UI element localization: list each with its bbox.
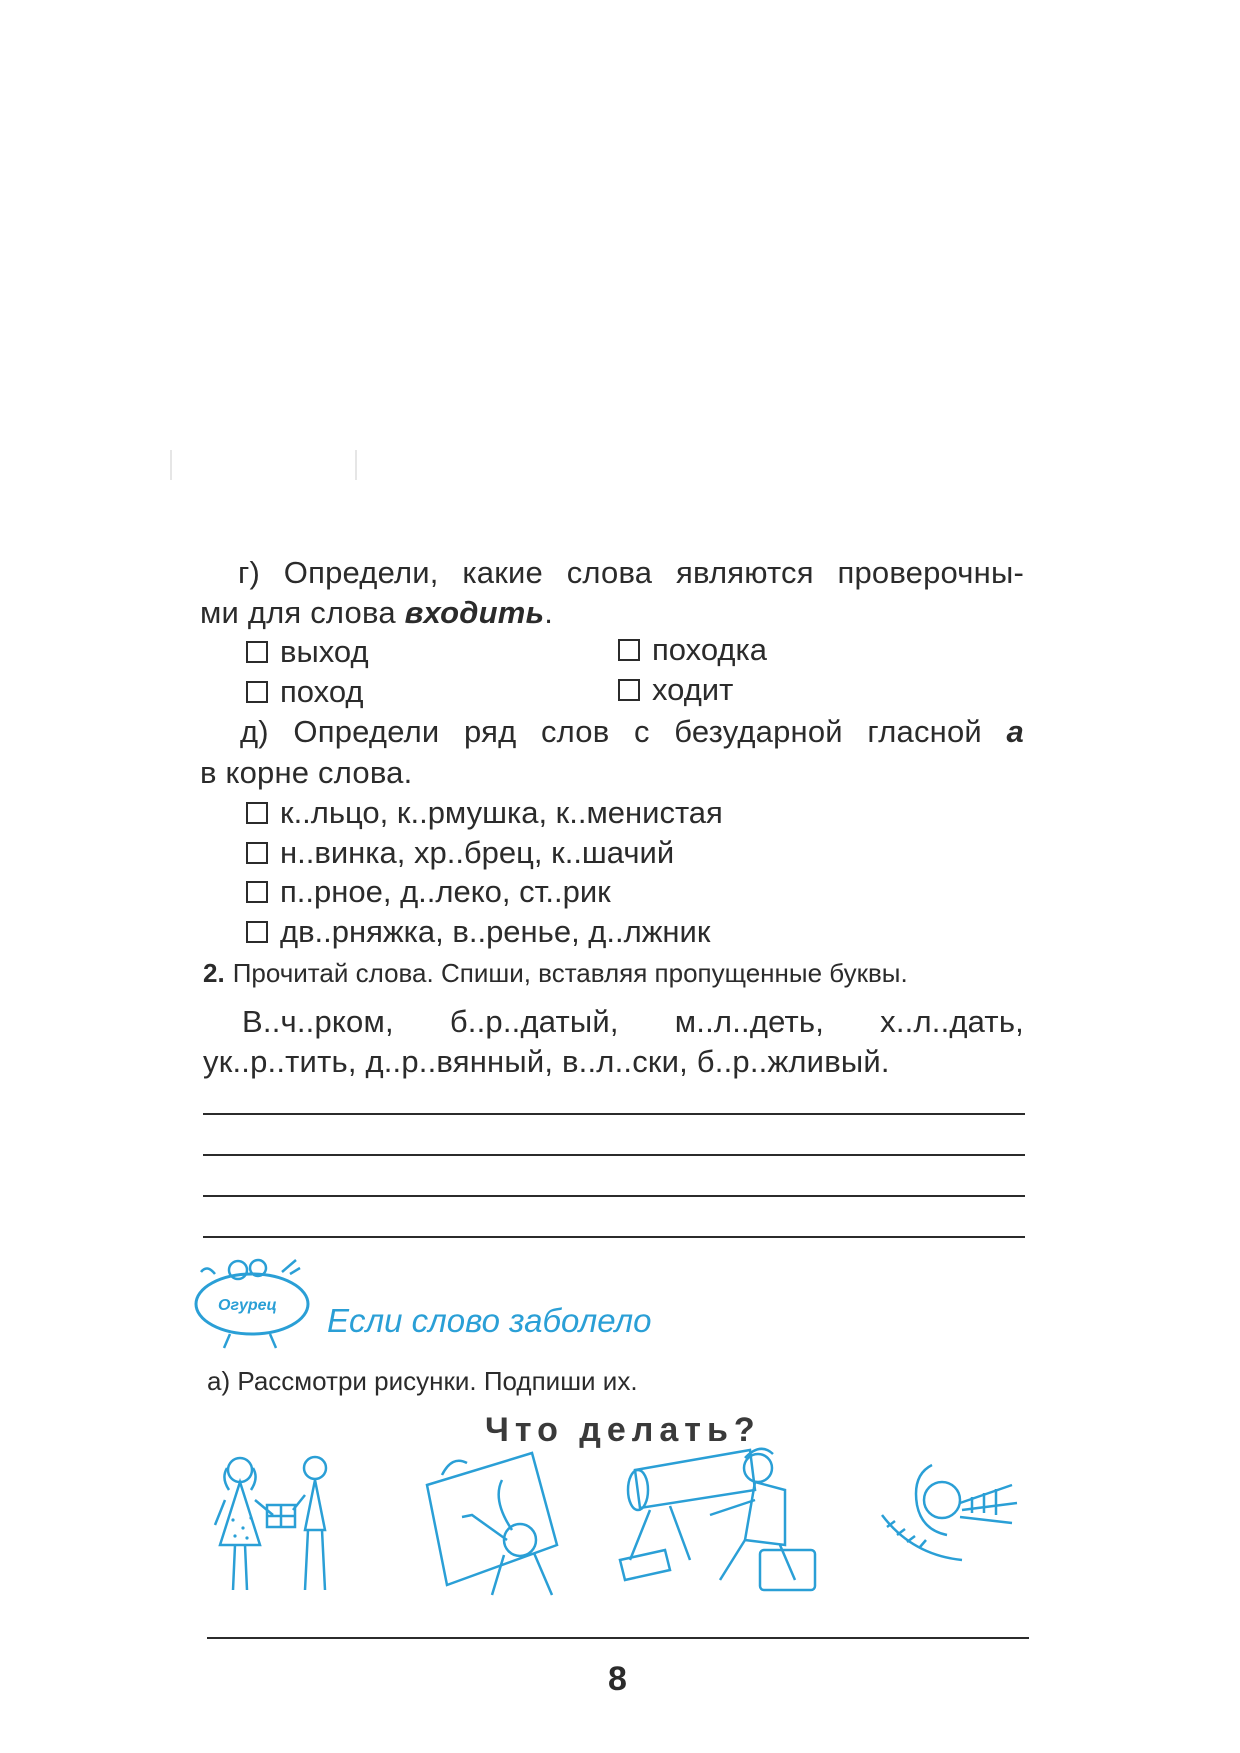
option-pohod[interactable] bbox=[246, 672, 363, 712]
task-d-line2: в корне слова. bbox=[200, 755, 413, 790]
option-row-4[interactable] bbox=[246, 912, 710, 952]
task2-words-line2: ук..р..тить, д..р..вянный, в..л..ски, б..р..жливый. bbox=[203, 1044, 890, 1079]
que-delat-heading: Что делать? bbox=[485, 1411, 761, 1449]
checkbox[interactable] bbox=[246, 881, 268, 903]
option-label: к..льцо, к..рмушка, к..менистая bbox=[280, 795, 723, 830]
children-gift-icon bbox=[205, 1450, 355, 1600]
task2-words-line1: В..ч..рком, б..р..датый, м..л..деть, х..л..дать, bbox=[242, 1004, 1024, 1039]
man-sawing-log-icon bbox=[610, 1440, 830, 1600]
option-pohodka[interactable] bbox=[618, 630, 767, 670]
section-title: Если слово заболело bbox=[327, 1302, 652, 1339]
writing-line[interactable] bbox=[203, 1195, 1025, 1197]
task-g-line1: г) Определи, какие слова являются проверочны- bbox=[238, 555, 1024, 590]
checkbox[interactable] bbox=[618, 679, 640, 701]
checkbox[interactable] bbox=[246, 681, 268, 703]
answer-line[interactable] bbox=[207, 1637, 1029, 1639]
option-label: п..рное, д..леко, ст..рик bbox=[280, 874, 611, 909]
page-number: 8 bbox=[608, 1660, 627, 1698]
checkbox[interactable] bbox=[246, 921, 268, 943]
task-d-line1 bbox=[240, 712, 1024, 752]
checkbox[interactable] bbox=[246, 641, 268, 663]
task-g-line2 bbox=[200, 593, 553, 633]
task2-instruction-row bbox=[203, 956, 908, 990]
checkbox[interactable] bbox=[246, 842, 268, 864]
scan-mark bbox=[170, 450, 172, 480]
option-hodit[interactable] bbox=[618, 670, 733, 710]
section-instruction: а) Рассмотри рисунки. Подпиши их. bbox=[207, 1366, 638, 1396]
logo-label: Огурец bbox=[218, 1297, 277, 1314]
task2-instruction: Прочитай слова. Спиши, вставляя пропущенные буквы. bbox=[232, 958, 908, 988]
scan-mark bbox=[355, 450, 357, 480]
task-g-suffix: . bbox=[544, 595, 554, 630]
checkbox[interactable] bbox=[618, 639, 640, 661]
option-row-1[interactable] bbox=[246, 793, 723, 833]
option-label: выход bbox=[280, 634, 369, 669]
task2-number: 2. bbox=[203, 958, 225, 988]
boy-drawing-icon bbox=[422, 1445, 572, 1600]
person-whistling-icon bbox=[872, 1455, 1022, 1575]
task-d-text: д) Определи ряд слов с безударной гласной bbox=[240, 714, 1007, 749]
writing-line[interactable] bbox=[203, 1113, 1025, 1115]
option-vyhod[interactable] bbox=[246, 632, 369, 672]
checkbox[interactable] bbox=[246, 802, 268, 824]
option-label: походка bbox=[652, 632, 767, 667]
task-g-keyword: входить bbox=[404, 595, 545, 630]
option-label: ходит bbox=[652, 672, 734, 707]
option-label: дв..рняжка, в..ренье, д..лжник bbox=[280, 914, 711, 949]
option-label: н..винка, хр..брец, к..шачий bbox=[280, 835, 675, 870]
option-row-2[interactable] bbox=[246, 833, 674, 873]
cucumber-logo-icon bbox=[190, 1252, 320, 1352]
writing-line[interactable] bbox=[203, 1154, 1025, 1156]
writing-line[interactable] bbox=[203, 1236, 1025, 1238]
option-row-3[interactable] bbox=[246, 872, 611, 912]
option-label: поход bbox=[280, 674, 364, 709]
task-d-letter: а bbox=[1006, 714, 1024, 749]
task-g-prefix: ми для слова bbox=[200, 595, 405, 630]
